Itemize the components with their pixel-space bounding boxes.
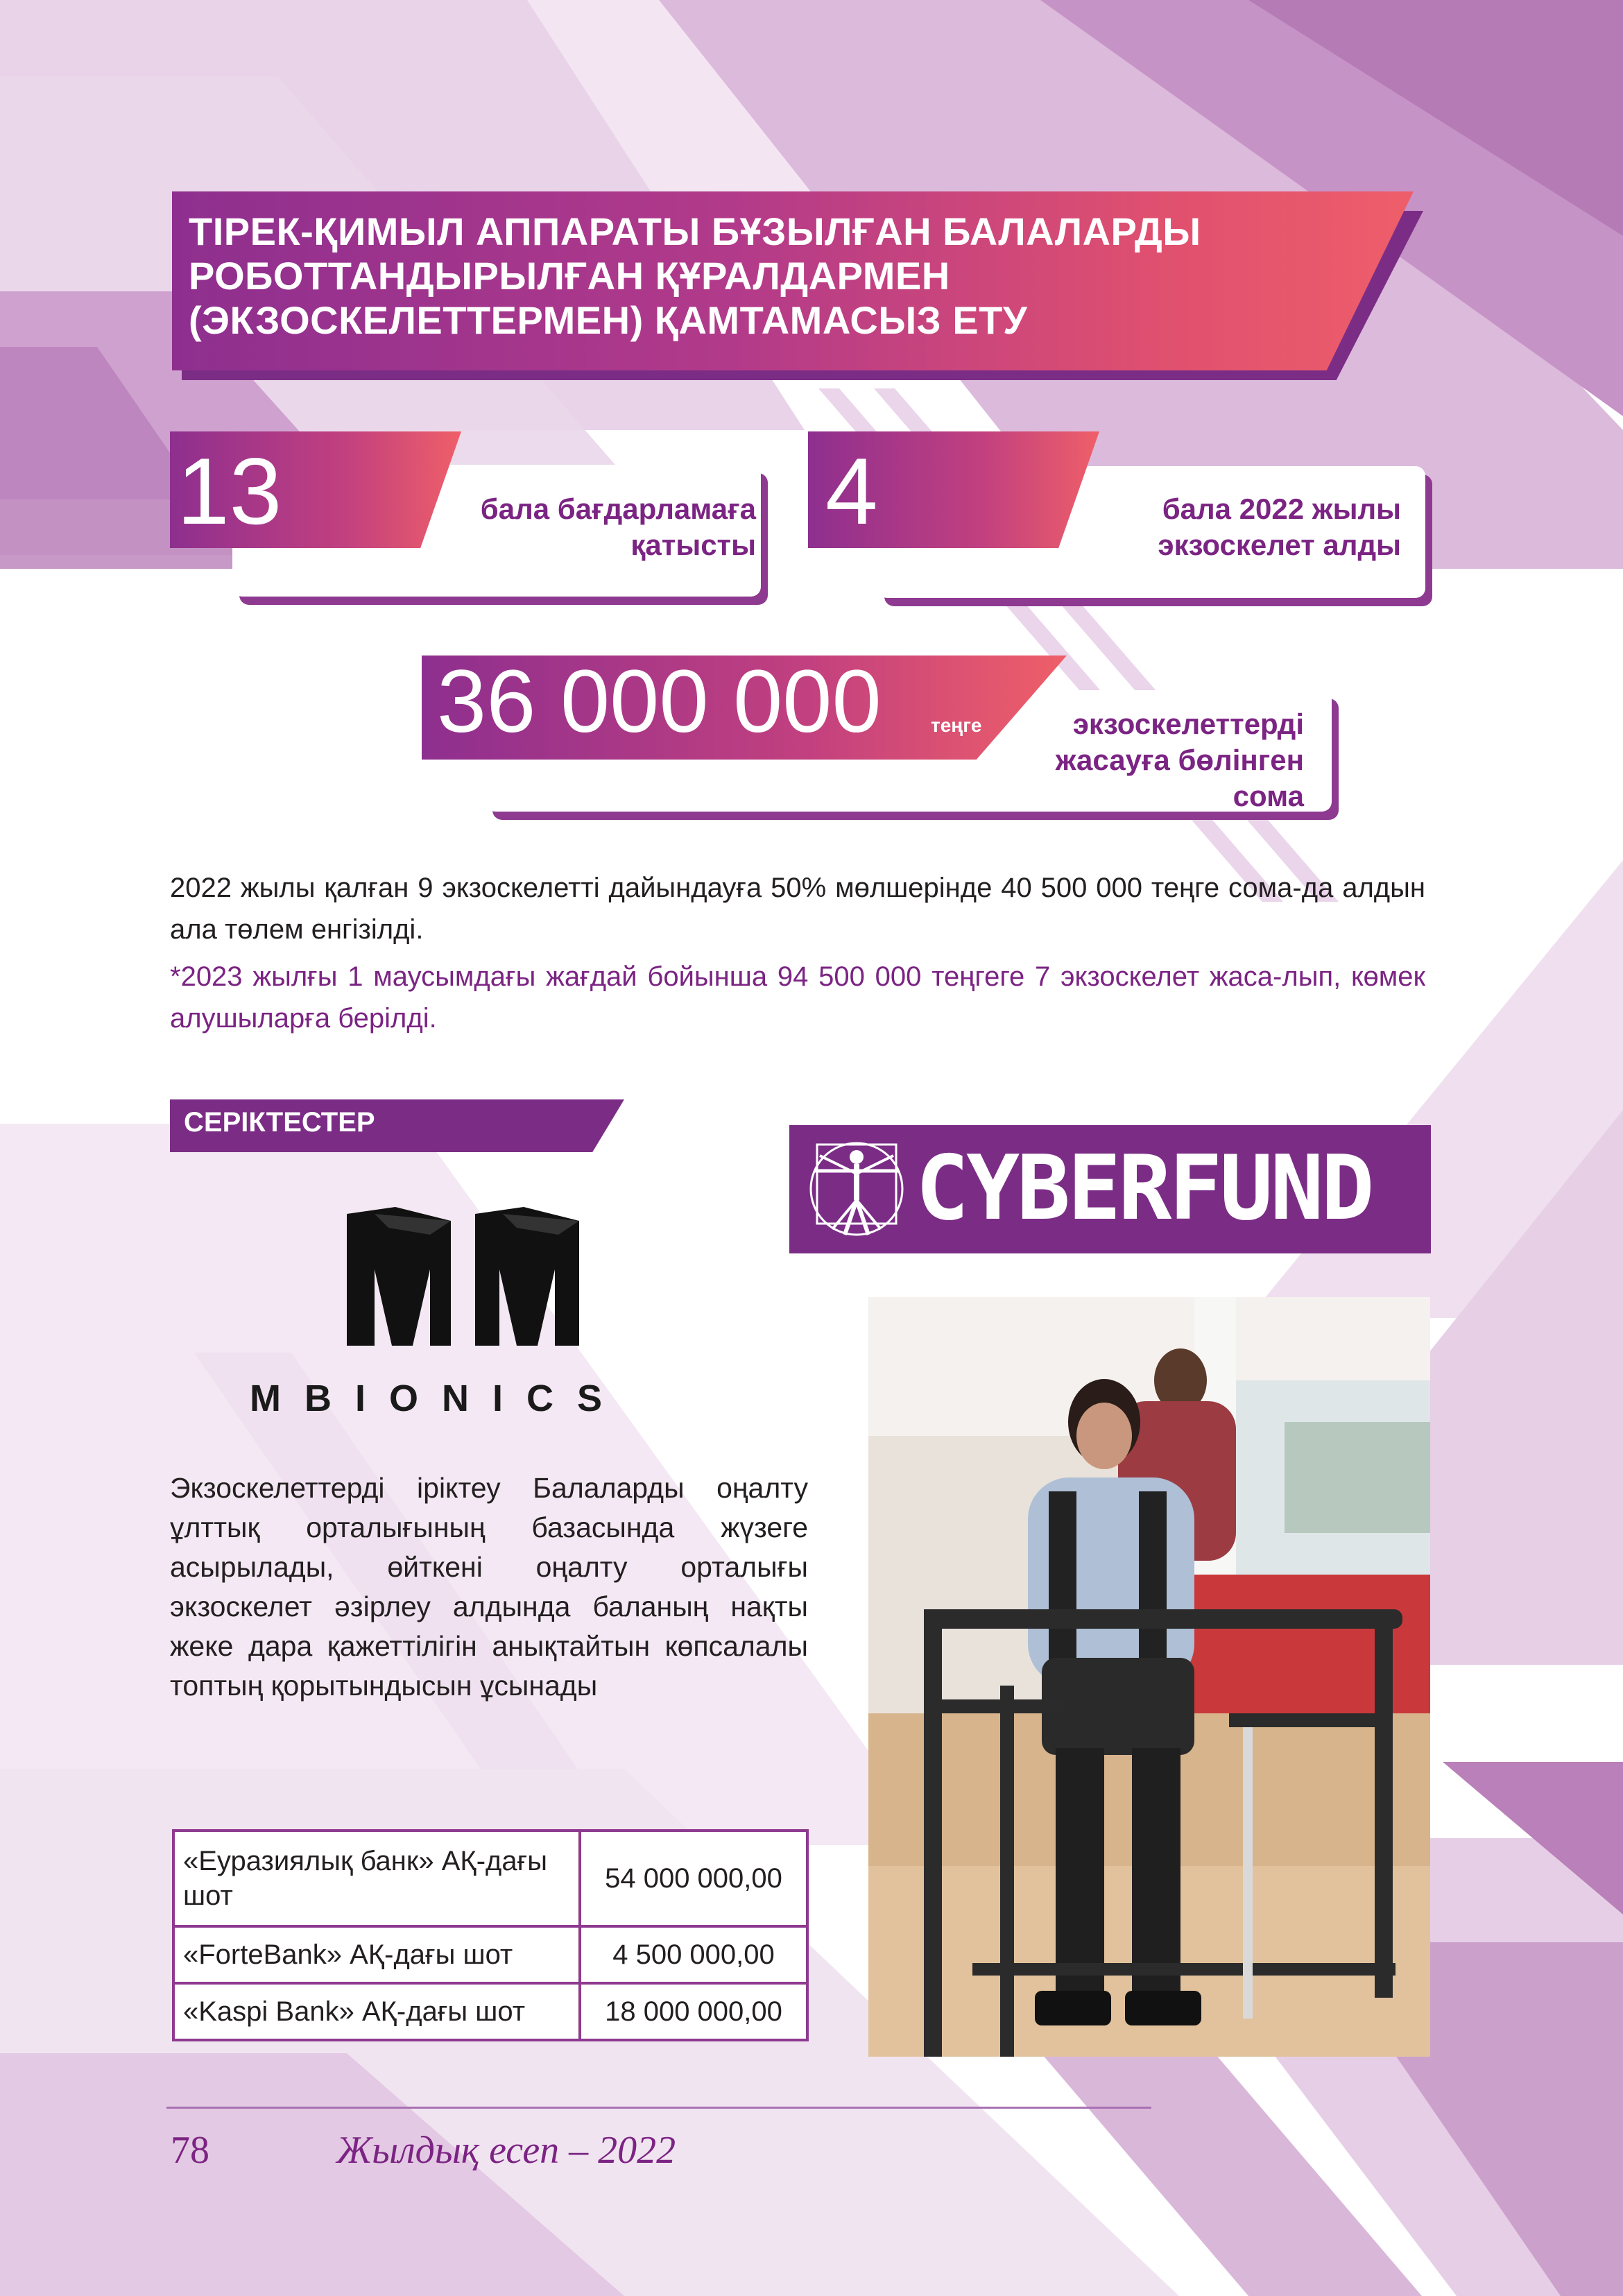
page-title-line-2: РОБОТТАНДЫРЫЛҒАН ҚҰРАЛДАРМЕН (189, 254, 950, 298)
vitruvian-man-icon (805, 1131, 909, 1249)
account-amount: 4 500 000,00 (580, 1926, 807, 1983)
stat-label-received (1096, 491, 1401, 563)
footer-divider (166, 2107, 1151, 2109)
stat-label-participants (458, 491, 756, 563)
stat-label-amount-line-2: жасауға бөлінген (1055, 744, 1304, 776)
stat-value-participants: 13 (177, 438, 282, 544)
page-title-line-3: (ЭКЗОСКЕЛЕТТЕРМЕН) ҚАМТАМАСЫЗ ЕТУ (189, 298, 1028, 342)
footer-title: Жылдық есеп – 2022 (336, 2129, 676, 2172)
stat-value-amount: 36 000 000 (437, 652, 882, 751)
exoskeleton-photo (868, 1297, 1430, 2057)
stat-label-received-line-2: экзоскелет алды (1158, 529, 1401, 561)
note-paragraph: *2023 жылғы 1 маусымдағы жағдай бойынша 94 500 000 теңгеге 7 экзоскелет жаса-лып, көмек алушыларға берілді. (170, 961, 1425, 1034)
cyberfund-logo-text: CYBERFUND (916, 1137, 1372, 1240)
stat-label-participants-line-1: бала бағдарламаға (480, 492, 756, 525)
stat-unit-amount: теңге (931, 714, 982, 736)
prepayment-paragraph: 2022 жылы қалған 9 экзоскелетті дайындауға 50% мөлшерінде 40 500 000 теңге сома-да алдын ала төлем енгізілді. (170, 873, 1425, 945)
table-row (173, 1831, 807, 1926)
account-amount: 54 000 000,00 (580, 1831, 807, 1926)
stat-label-amount (971, 706, 1304, 814)
account-amount: 18 000 000,00 (580, 1983, 807, 2040)
accounts-table (172, 1829, 809, 2041)
stat-label-amount-line-1: экзоскелеттерді (1072, 708, 1304, 740)
account-name: «Еуразиялық банк» АҚ-дағы шот (173, 1831, 580, 1926)
page-title-line-1: ТІРЕК-ҚИМЫЛ АППАРАТЫ БҰЗЫЛҒАН БАЛАЛАРДЫ (189, 209, 1201, 253)
table-row (173, 1926, 807, 1983)
page-title (189, 209, 1312, 343)
stat-value-received: 4 (825, 438, 878, 544)
stat-label-amount-line-3: сома (1233, 780, 1304, 812)
account-name: «Kaspi Bank» АҚ-дағы шот (173, 1983, 580, 2040)
partners-heading: СЕРІКТЕСТЕР (184, 1107, 375, 1138)
stat-label-participants-line-2: қатысты (630, 529, 756, 561)
page-number: 78 (171, 2129, 209, 2172)
table-row (173, 1983, 807, 2040)
mbionics-logo-icon (347, 1207, 583, 1353)
selection-paragraph: Экзоскелеттерді іріктеу Балаларды оңалту ұлттық орталығының базасында жүзеге асырылады, өйткені оңалту орталығы экзоскелет әзірлеу алдында баланың нақты жеке дара қажеттілігін анықтайтын көпсалалы топтың қорытындысын ұсынады (170, 1472, 808, 1702)
mbionics-logo-text: MBIONICS (250, 1378, 626, 1419)
account-name: «ForteBank» АҚ-дағы шот (173, 1926, 580, 1983)
stat-label-received-line-1: бала 2022 жылы (1162, 492, 1401, 525)
